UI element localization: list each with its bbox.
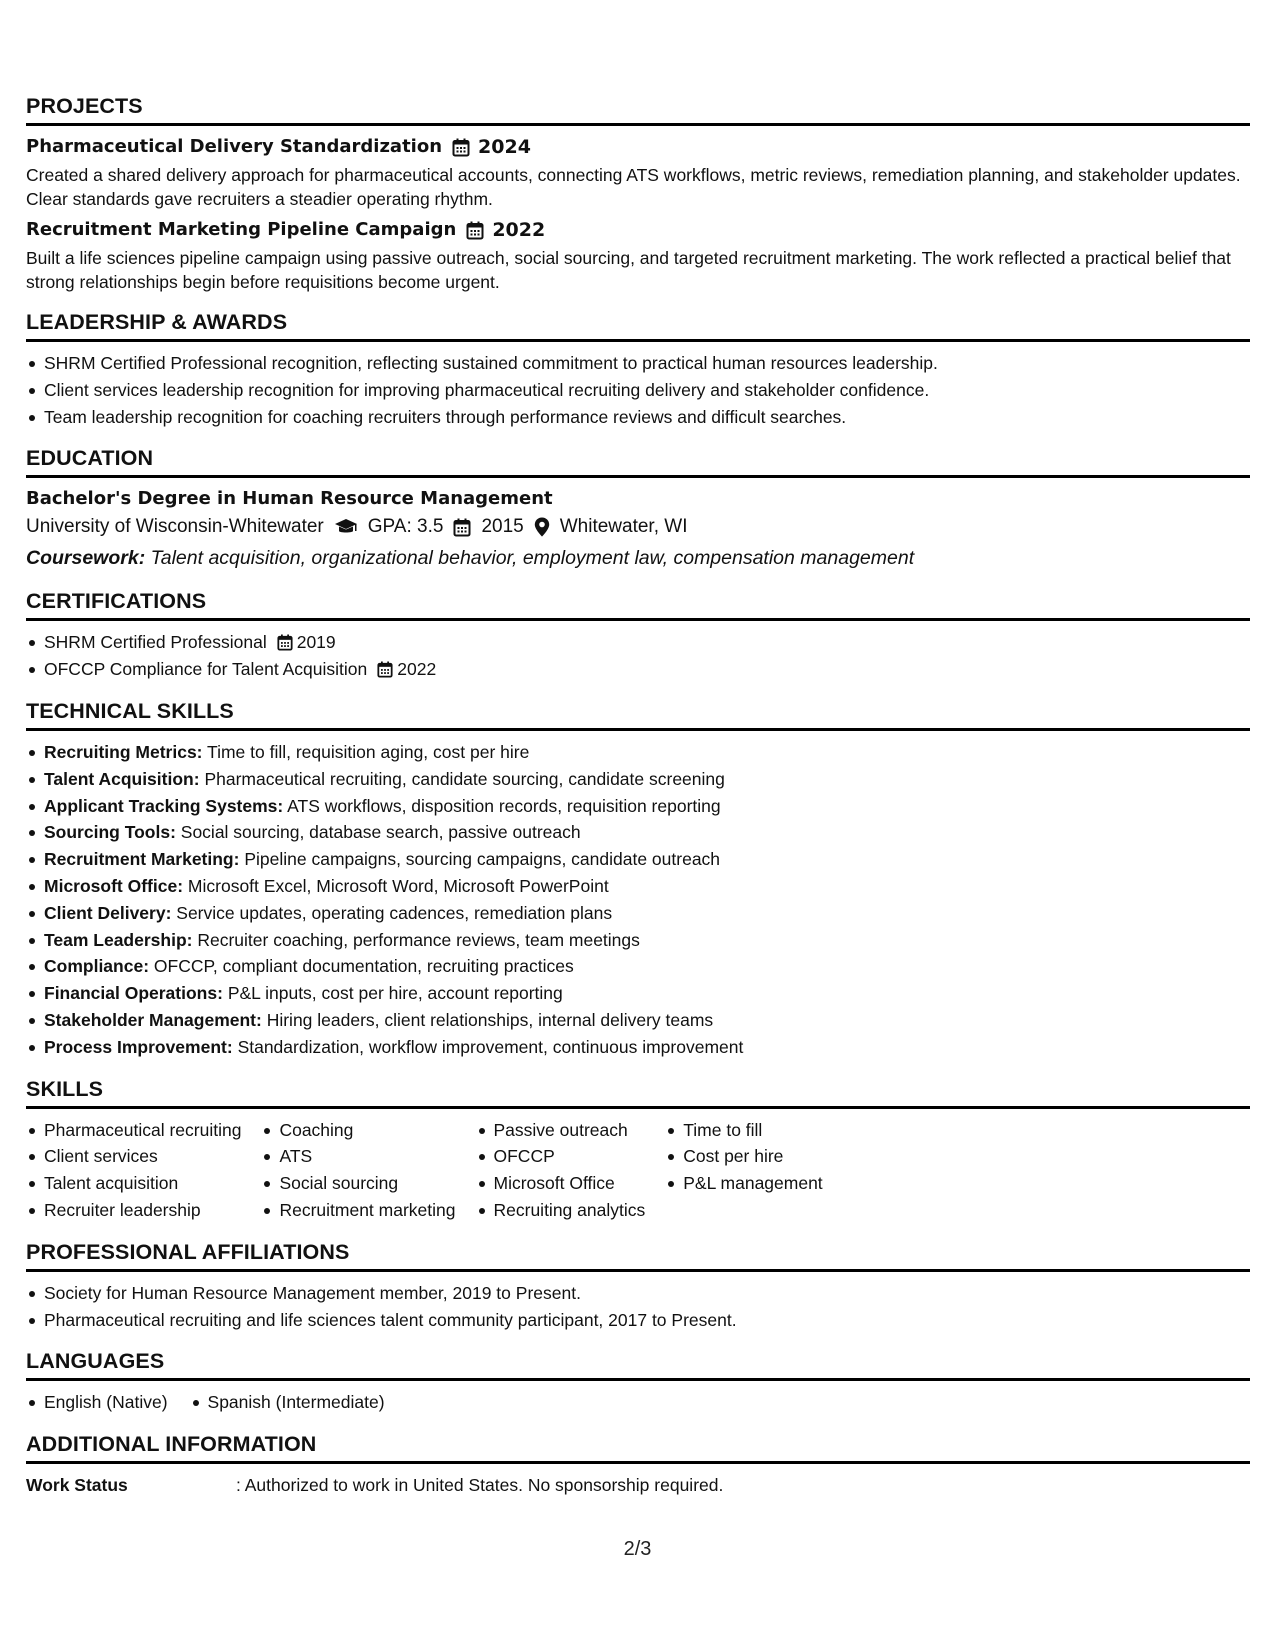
list-item: Team leadership recognition for coaching recruiters through performance reviews and difficult searches. (44, 404, 1250, 431)
list-item (44, 900, 1250, 927)
calendar-icon (277, 634, 293, 651)
leadership-section (26, 310, 1250, 430)
skill-category: Sourcing Tools: (44, 822, 176, 843)
list-item: Coaching (279, 1117, 455, 1144)
skill-values: Microsoft Excel, Microsoft Word, Microsoft PowerPoint (187, 875, 609, 896)
skills-column (26, 1117, 241, 1224)
additional-section (26, 1432, 1250, 1498)
calendar-icon (466, 221, 484, 240)
skill-category: Process Improvement: (44, 1036, 233, 1057)
education-year: 2015 (481, 516, 524, 538)
resume-page (26, 94, 1250, 1514)
skill-category: Microsoft Office: (44, 875, 184, 896)
section-title-technical-skills: TECHNICAL SKILLS (26, 699, 1250, 731)
additional-value: : Authorized to work in United States. No sponsorship required. (236, 1475, 724, 1496)
education-section (26, 446, 1250, 573)
certification-year: 2019 (296, 632, 336, 653)
technical-skills-list (26, 739, 1250, 1061)
education-school: University of Wisconsin-Whitewater (26, 516, 324, 538)
certifications-list (26, 629, 1250, 683)
list-item: Recruitment marketing (279, 1197, 455, 1224)
list-item: Recruiting analytics (494, 1197, 646, 1224)
skills-section (26, 1077, 1250, 1224)
list-item (44, 793, 1250, 820)
list-item (44, 927, 1250, 954)
map-pin-icon (534, 517, 550, 537)
skills-column (476, 1117, 646, 1224)
skill-values: Pharmaceutical recruiting, candidate sourcing, candidate screening (204, 768, 725, 789)
skill-values: Social sourcing, database search, passive outreach (180, 822, 581, 843)
calendar-icon (452, 138, 470, 157)
skill-category: Financial Operations: (44, 983, 223, 1004)
education-location: Whitewater, WI (559, 516, 688, 538)
list-item: Society for Human Resource Management member, 2019 to Present. (44, 1280, 1250, 1307)
list-item: Spanish (Intermediate) (208, 1389, 385, 1416)
certification-year: 2022 (397, 659, 437, 680)
list-item (44, 1034, 1250, 1061)
skill-category: Talent Acquisition: (44, 768, 200, 789)
skill-category: Client Delivery: (44, 902, 172, 923)
skill-values: Service updates, operating cadences, remediation plans (176, 902, 613, 923)
list-item: Pharmaceutical recruiting (44, 1117, 241, 1144)
additional-row (26, 1472, 1250, 1498)
list-item (44, 819, 1250, 846)
project-description: Created a shared delivery approach for pharmaceutical accounts, connecting ATS workflows, metric reviews, remediation planning, and stakeholder updates. Clear standards gave recruiters a steadier operating rhythm. (26, 165, 1241, 209)
certifications-section (26, 589, 1250, 683)
skill-category: Compliance: (44, 956, 150, 977)
list-item: Talent acquisition (44, 1170, 241, 1197)
section-title-leadership: LEADERSHIP & AWARDS (26, 310, 1250, 342)
certification-name: OFCCP Compliance for Talent Acquisition (44, 659, 368, 680)
additional-label: Work Status (26, 1475, 128, 1496)
technical-skills-section (26, 699, 1250, 1061)
list-item: Cost per hire (683, 1143, 822, 1170)
section-title-education: EDUCATION (26, 446, 1250, 478)
list-item: Recruiter leadership (44, 1197, 241, 1224)
skill-values: Standardization, workflow improvement, continuous improvement (237, 1036, 744, 1057)
education-meta (26, 512, 1250, 542)
list-item: SHRM Certified Professional recognition, reflecting sustained commitment to practical human resources leadership. (44, 350, 1250, 377)
list-item (44, 846, 1250, 873)
project-title: Pharmaceutical Delivery Standardization (26, 136, 443, 157)
list-item: Client services (44, 1143, 241, 1170)
list-item (44, 656, 1250, 683)
list-item: OFCCP (494, 1143, 646, 1170)
skill-values: P&L inputs, cost per hire, account reporting (227, 983, 563, 1004)
skills-column (665, 1117, 822, 1224)
skills-grid (26, 1117, 1250, 1224)
skill-values: Time to fill, requisition aging, cost per hire (207, 741, 530, 762)
skill-values: Recruiter coaching, performance reviews, team meetings (197, 929, 640, 950)
coursework-text: Talent acquisition, organizational behavior, employment law, compensation management (150, 547, 915, 570)
list-item: Pharmaceutical recruiting and life sciences talent community participant, 2017 to Present. (44, 1307, 1250, 1334)
skill-values: OFCCP, compliant documentation, recruiting practices (153, 956, 574, 977)
section-title-languages: LANGUAGES (26, 1349, 1250, 1381)
skill-category: Stakeholder Management: (44, 1009, 262, 1030)
list-item: Client services leadership recognition for improving pharmaceutical recruiting delivery and stakeholder confidence. (44, 377, 1250, 404)
education-coursework (26, 543, 1250, 573)
affiliations-list (26, 1280, 1250, 1334)
section-title-certifications: CERTIFICATIONS (26, 589, 1250, 621)
affiliations-section (26, 1240, 1250, 1334)
graduation-cap-icon (334, 518, 358, 536)
list-item (44, 766, 1250, 793)
section-title-affiliations: PROFESSIONAL AFFILIATIONS (26, 1240, 1250, 1272)
languages-section (26, 1349, 1250, 1416)
section-title-skills: SKILLS (26, 1077, 1250, 1109)
skill-category: Recruitment Marketing: (44, 849, 240, 870)
certification-name: SHRM Certified Professional (44, 632, 267, 653)
section-title-projects: PROJECTS (26, 94, 1250, 126)
list-item (44, 629, 1250, 656)
skill-values: Hiring leaders, client relationships, internal delivery teams (266, 1009, 714, 1030)
skill-category: Recruiting Metrics: (44, 741, 203, 762)
page-number: 2/3 (623, 1538, 652, 1560)
project-year: 2024 (478, 136, 531, 158)
list-item: Time to fill (683, 1117, 822, 1144)
project-item (26, 217, 1250, 294)
skill-category: Applicant Tracking Systems: (44, 795, 284, 816)
education-degree: Bachelor's Degree in Human Resource Management (26, 488, 553, 510)
languages-list (26, 1389, 1250, 1416)
section-title-additional: ADDITIONAL INFORMATION (26, 1432, 1250, 1464)
list-item (44, 739, 1250, 766)
list-item (44, 980, 1250, 1007)
project-item (26, 134, 1250, 211)
skill-values: Pipeline campaigns, sourcing campaigns, candidate outreach (244, 849, 721, 870)
calendar-icon (453, 518, 471, 537)
list-item: English (Native) (44, 1389, 168, 1416)
list-item: Passive outreach (494, 1117, 646, 1144)
leadership-list (26, 350, 1250, 430)
list-item (44, 1007, 1250, 1034)
list-item: ATS (279, 1143, 455, 1170)
skill-category: Team Leadership: (44, 929, 193, 950)
list-item: Microsoft Office (494, 1170, 646, 1197)
skill-values: ATS workflows, disposition records, requisition reporting (287, 795, 721, 816)
coursework-label: Coursework: (26, 547, 146, 570)
project-title: Recruitment Marketing Pipeline Campaign (26, 219, 457, 240)
project-description: Built a life sciences pipeline campaign using passive outreach, social sourcing, and targeted recruitment marketing. The work reflected a practical belief that strong relationships begin before requisitions become urgent. (26, 248, 1231, 292)
list-item (44, 953, 1250, 980)
skills-column (261, 1117, 455, 1224)
projects-section (26, 94, 1250, 294)
list-item: P&L management (683, 1170, 822, 1197)
education-gpa: GPA: 3.5 (367, 516, 444, 538)
list-item (44, 873, 1250, 900)
calendar-icon (377, 661, 393, 678)
list-item: Social sourcing (279, 1170, 455, 1197)
project-year: 2022 (492, 219, 546, 241)
